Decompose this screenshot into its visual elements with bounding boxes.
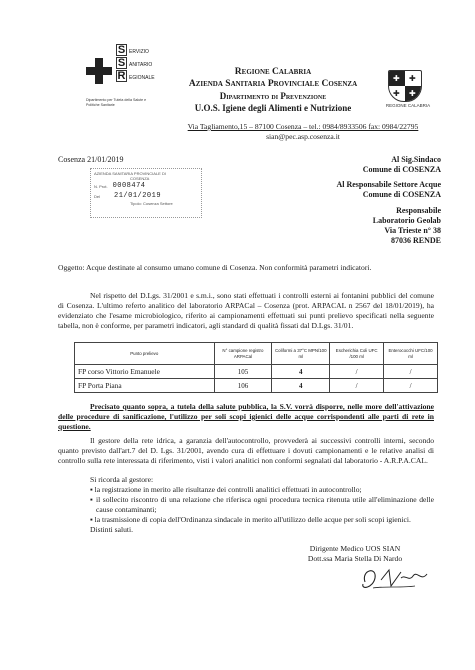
protocol-number: 0008474 xyxy=(112,181,146,190)
results-table xyxy=(74,342,438,393)
operator-paragraph: Il gestore della rete idrica, a garanzia dell'autocontrollo, provvederà ai successivi controlli interni, secondo quanto previsto dall'art.7 del D. Lgs. 31/2001, avendo cura di effettuare i dovuti campionamenti e le relative analisi di controllo sulla rete interessata di riferimento, visti i valori analitici non conformi segnalati dal laboratorio - A.R.P.A.CAL. xyxy=(58,436,434,465)
signer-name: Dott.ssa Maria Stella Di Nardo xyxy=(307,554,403,563)
list-item: ▪ la trasmissione di copia dell'Ordinanza sindacale in merito all'utilizzo delle acque per soli scopi igienici. xyxy=(90,514,411,524)
table-cell: 4 xyxy=(272,379,330,393)
department-title: Dipartimento di Prevenzione xyxy=(219,91,327,101)
pec-address: sian@pec.asp.cosenza.it xyxy=(266,132,340,141)
reminder-intro: Si ricorda al gestore: xyxy=(90,475,154,484)
region-shield-icon: ✚ ✚ ✚ ✚ xyxy=(384,70,426,108)
col-header: Escherichia Coli UFC /100 ml xyxy=(330,343,384,365)
table-cell: 105 xyxy=(214,365,272,379)
table-cell: / xyxy=(384,379,438,393)
asp-title: Azienda Sanitaria Provinciale Cosenza xyxy=(188,79,358,89)
col-header: Enterococchi UFC/100 ml xyxy=(384,343,438,365)
protocol-date: 21/01/2019 xyxy=(114,191,162,200)
table-cell: 106 xyxy=(214,379,272,393)
directive-paragraph: Precisato quanto sopra, a tutela della salute pubblica, la S.V. vorrà disporre, nelle more dell'attivazione delle procedure di sanificazione, l'utilizzo per soli scopi igienici delle acque corrispondenti alle parti di rete in questione. xyxy=(58,402,434,431)
signer-role: Dirigente Medico UOS SIAN xyxy=(309,544,401,553)
table-cell: / xyxy=(330,365,384,379)
stamp-footer: Tipolo: Cosenza Settore xyxy=(130,201,173,206)
letterhead xyxy=(168,66,378,114)
subject-line: Oggetto: Acque destinate al consumo umano comune di Cosenza. Non conformità parametri indicatori. xyxy=(58,263,372,272)
closing-salutation: Distinti saluti. xyxy=(90,524,134,534)
table-cell: FP Porta Piana xyxy=(75,379,215,393)
recipient-laboratory: Responsabile Laboratorio Geolab Via Trieste n° 38 87036 RENDE xyxy=(372,206,441,245)
letter-date: Cosenza 21/01/2019 xyxy=(58,155,124,164)
col-header: N° campione registro ARPACal xyxy=(214,343,272,365)
table-cell: / xyxy=(330,379,384,393)
protocol-stamp xyxy=(90,168,202,218)
region-title: Regione Calabria xyxy=(234,67,312,77)
stamp-prot-label: N. Prot. xyxy=(94,183,108,189)
signature-block xyxy=(270,544,440,564)
col-header: Coliformi a 37°C MPN/100 ml xyxy=(272,343,330,365)
handwritten-signature xyxy=(355,564,435,594)
cross-icon xyxy=(86,58,112,84)
table-row xyxy=(75,365,438,379)
table-row xyxy=(75,379,438,393)
table-cell: 4 xyxy=(272,365,330,379)
ssr-logo xyxy=(86,44,174,106)
address-block xyxy=(168,122,438,142)
intro-paragraph: Nel rispetto del D.Lgs. 31/2001 e s.m.i., sono stati effettuati i controlli esterni ai fontanini pubblici del comune di Cosenza. L'ultimo referto analitico del laboratorio ARPACal – Cosenza (prot. ARPACAL n 2567 del 18/01/2019), ha evidenziato che l'esame microbiologico, riferito ai campionamenti effettuati sui punti prelievo specificati nella seguente tabella, non è conforme, per parametri indicatori, agli standard di qualità fissati dal D.Lgs. 31/01. xyxy=(58,291,434,330)
stamp-date-label: Del xyxy=(94,193,101,199)
address-line: Via Tagliamento,15 – 87100 Cosenza – tel.: 0984/8933506 fax: 0984/22795 xyxy=(187,122,419,131)
recipient-mayor: Al Sig.Sindaco Comune di COSENZA xyxy=(362,155,441,174)
stamp-line: AZIENDA SANITARIA PROVINCIALE DI xyxy=(94,171,166,176)
logo-caption: Dipartimento per Tutela della Salute e Politiche Sanitarie xyxy=(86,98,147,107)
reminder-list xyxy=(58,475,434,534)
table-cell: FP corso Vittorio Emanuele xyxy=(75,365,215,379)
list-item: ▪ la registrazione in merito alle risultanze dei controlli analitici effettuati in autocontrollo; xyxy=(90,484,362,494)
stamp-line: COSENZA xyxy=(130,176,150,181)
logo-letters: S ERVIZIO S ANITARIO R EGIONALE xyxy=(117,44,155,82)
unit-title: U.O.S. Igiene degli Alimenti e Nutrizione xyxy=(194,103,352,113)
col-header: Punto prelievo xyxy=(75,343,215,365)
recipient-water-sector: Al Responsabile Settore Acque Comune di COSENZA xyxy=(336,180,441,199)
region-caption: REGIONE CALABRIA xyxy=(385,103,431,108)
list-item: ▪ il sollecito riscontro di una relazione che riferisca ogni procedura tecnica ritenuta utile all'eliminazione delle cause contaminanti; xyxy=(90,494,435,514)
table-cell: / xyxy=(384,365,438,379)
